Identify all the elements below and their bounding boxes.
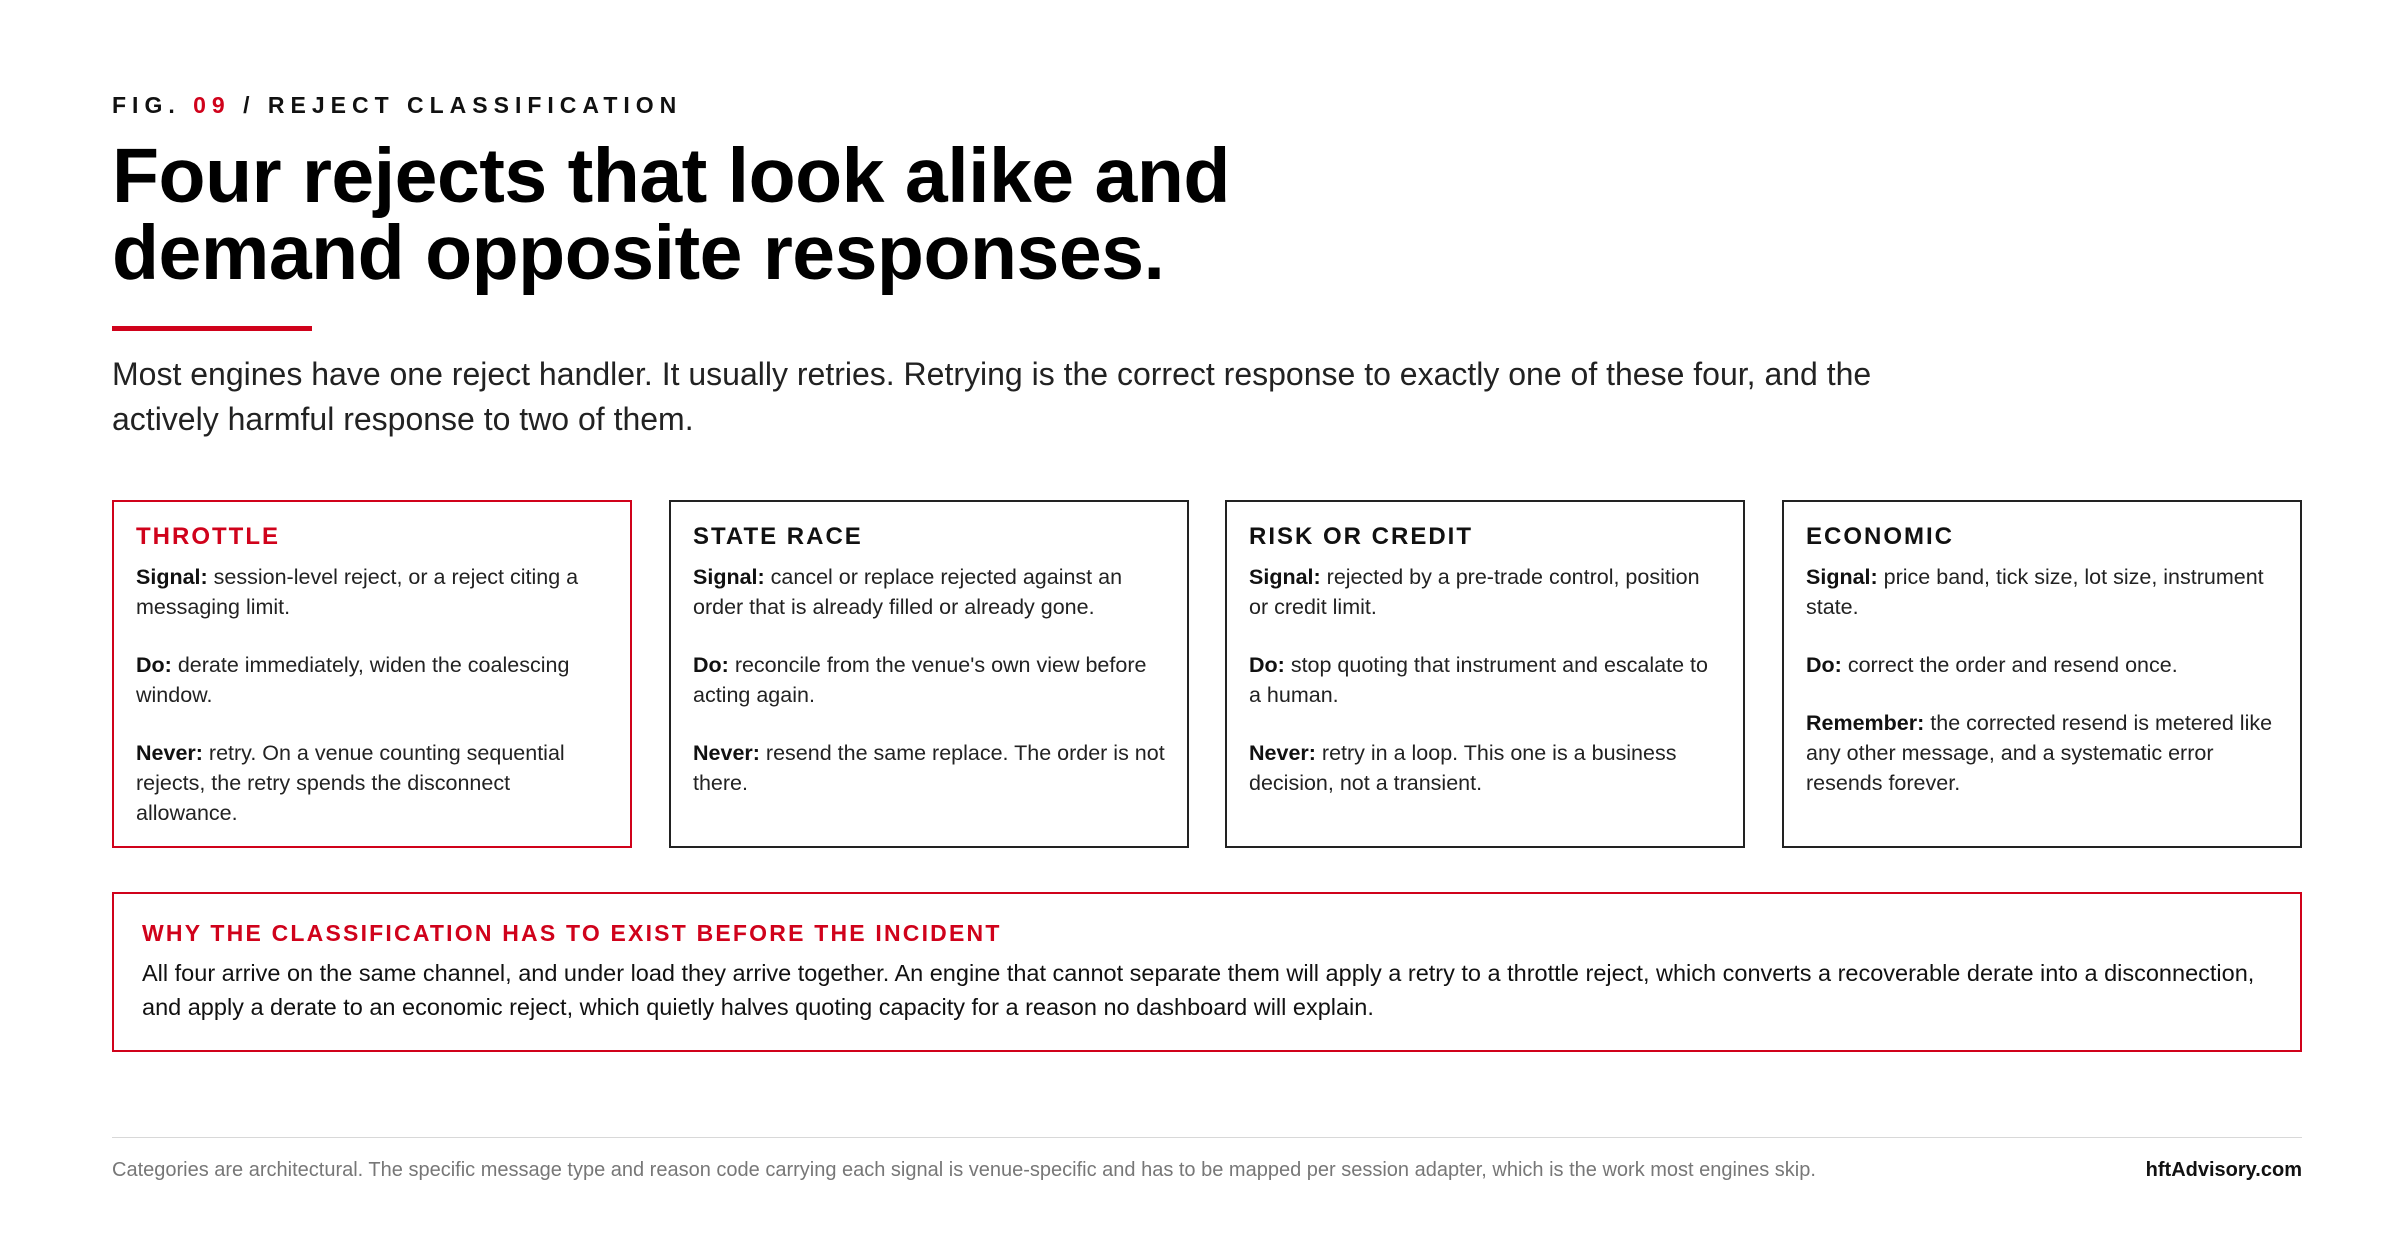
headline: Four rejects that look alike and demand opposite responses. bbox=[112, 133, 1230, 296]
callout-body: All four arrive on the same channel, and under load they arrive together. An engine that cannot separate them will apply a retry to a throttle reject, which converts a recoverable derate into a disconnection, and apply a derate to an economic reject, which quietly halves quoting capacity for a reason no dashboard will explain. bbox=[142, 960, 2255, 1020]
row-label: Signal: bbox=[693, 565, 765, 589]
lede-paragraph: Most engines have one reject handler. It usually retries. Retrying is the correct response to exactly one of these four, and the actively harmful response to two of them. bbox=[112, 356, 1872, 437]
brand-wordmark: hftAdvisory.com bbox=[2145, 1159, 2302, 1181]
card-do bbox=[1249, 650, 1721, 710]
row-label: Never: bbox=[1249, 741, 1316, 765]
row-text: resend the same replace. The order is not there. bbox=[693, 741, 1165, 795]
row-label: Do: bbox=[136, 653, 172, 677]
row-text: retry in a loop. This one is a business decision, not a transient. bbox=[1249, 741, 1677, 795]
classification-callout bbox=[112, 892, 2302, 1052]
row-label: Signal: bbox=[1249, 565, 1321, 589]
callout-title: WHY THE CLASSIFICATION HAS TO EXIST BEFORE THE INCIDENT bbox=[142, 920, 1002, 946]
card-title: RISK OR CREDIT bbox=[1249, 523, 1474, 550]
card-signal bbox=[136, 562, 608, 622]
card-signal bbox=[1249, 562, 1721, 622]
card-title: ECONOMIC bbox=[1806, 523, 1954, 550]
card-do bbox=[1806, 650, 2278, 680]
row-text: rejected by a pre-trade control, position or credit limit. bbox=[1249, 565, 1700, 619]
reject-cards bbox=[112, 500, 2302, 848]
card-economic bbox=[1782, 500, 2302, 848]
card-state-race bbox=[669, 500, 1189, 848]
footer-note: Categories are architectural. The specific message type and reason code carrying each signal is venue-specific and has to be mapped per session adapter, which is the work most engines skip. bbox=[112, 1159, 1816, 1181]
row-label: Signal: bbox=[1806, 565, 1878, 589]
row-text: derate immediately, widen the coalescing window. bbox=[136, 653, 570, 707]
row-label: Signal: bbox=[136, 565, 208, 589]
row-label: Do: bbox=[1249, 653, 1285, 677]
card-do bbox=[693, 650, 1165, 710]
card-throttle bbox=[112, 500, 632, 848]
figure-label: REJECT CLASSIFICATION bbox=[267, 92, 683, 118]
accent-rule bbox=[112, 326, 312, 331]
figure-eyebrow bbox=[112, 92, 682, 119]
card-risk-or-credit bbox=[1225, 500, 1745, 848]
row-text: retry. On a venue counting sequential rejects, the retry spends the disconnect allowance. bbox=[136, 741, 565, 825]
card-title: STATE RACE bbox=[693, 523, 863, 550]
figure-number: 09 bbox=[193, 92, 231, 118]
figure-separator: / bbox=[243, 92, 256, 118]
row-text: correct the order and resend once. bbox=[1847, 653, 2178, 677]
row-label: Remember: bbox=[1806, 711, 1925, 735]
row-text: the corrected resend is metered like any other message, and a systematic error resends forever. bbox=[1806, 711, 2273, 795]
card-signal bbox=[693, 562, 1165, 622]
row-text: session-level reject, or a reject citing a messaging limit. bbox=[136, 565, 579, 619]
figure-page bbox=[112, 0, 2302, 1260]
figure-prefix: FIG. bbox=[112, 92, 181, 118]
row-text: price band, tick size, lot size, instrument state. bbox=[1806, 565, 2264, 619]
card-never bbox=[693, 738, 1165, 798]
card-do bbox=[136, 650, 608, 710]
row-label: Do: bbox=[1806, 653, 1842, 677]
row-label: Never: bbox=[693, 741, 760, 765]
row-text: stop quoting that instrument and escalate to a human. bbox=[1249, 653, 1708, 707]
row-label: Never: bbox=[136, 741, 203, 765]
footer-divider bbox=[112, 1137, 2302, 1138]
card-never bbox=[1249, 738, 1721, 798]
card-title: THROTTLE bbox=[136, 523, 280, 550]
row-text: cancel or replace rejected against an order that is already filled or already gone. bbox=[693, 565, 1123, 619]
row-text: reconcile from the venue's own view before acting again. bbox=[693, 653, 1147, 707]
row-label: Do: bbox=[693, 653, 729, 677]
card-never bbox=[136, 738, 608, 828]
card-remember bbox=[1806, 708, 2278, 798]
card-signal bbox=[1806, 562, 2278, 622]
